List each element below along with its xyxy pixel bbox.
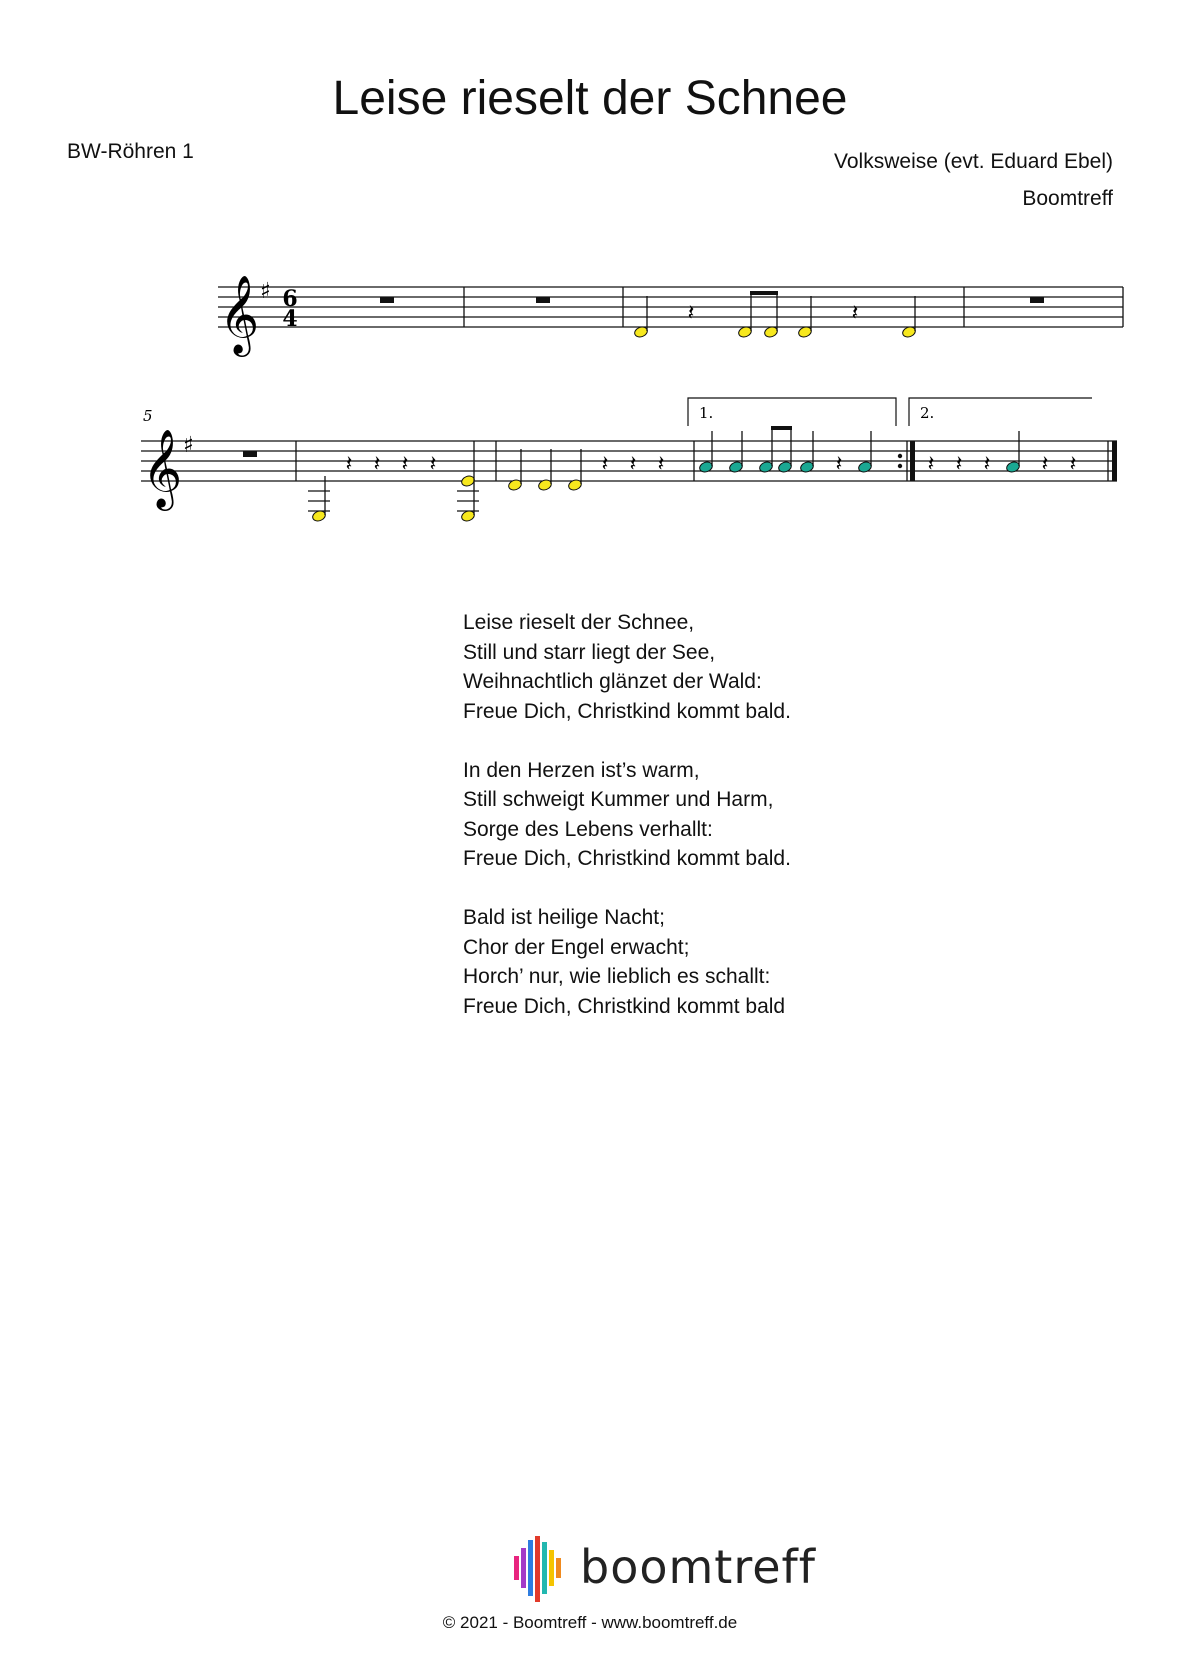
note-head: [567, 478, 582, 491]
note-head: [799, 460, 814, 473]
treble-clef-icon: 𝄞: [219, 275, 260, 354]
volta-1-label: 1.: [699, 404, 714, 422]
stanza-1: [463, 608, 791, 726]
composer-label: Volksweise (evt. Eduard Ebel): [834, 150, 1113, 173]
repeat-dot: [898, 464, 902, 468]
lyric-line: In den Herzen ist’s warm,: [463, 758, 700, 782]
lyric-line: Freue Dich, Christkind kommt bald.: [463, 847, 791, 870]
note-head: [633, 325, 648, 338]
measure-7-notes: [507, 449, 664, 492]
lyric-line: Freue Dich, Christkind kommt bald: [463, 994, 786, 1018]
stanza-3: [463, 903, 791, 1021]
quarter-rest-icon: 𝄽: [345, 452, 353, 477]
measure-3-notes: [633, 291, 916, 339]
staff-system-1: [218, 287, 1123, 327]
quarter-rest-icon: 𝄽: [373, 452, 381, 477]
quarter-rest-icon: 𝄽: [429, 452, 437, 477]
note-head: [537, 478, 552, 491]
note-head: [311, 509, 326, 522]
key-signature-sharp: ♯: [183, 433, 194, 458]
lyric-line: Freue Dich, Christkind kommt bald.: [463, 699, 791, 723]
volta-2-label: 2.: [920, 404, 935, 422]
quarter-rest-icon: 𝄽: [657, 452, 665, 477]
lyric-line: Horch’ nur, wie lieblich es schallt:: [463, 965, 771, 988]
quarter-rest-icon: 𝄽: [1069, 452, 1077, 477]
instrument-label: BW-Röhren 1: [67, 140, 194, 163]
note-head: [797, 325, 812, 338]
lyric-line: Still schweigt Kummer und Harm,: [463, 788, 774, 811]
eighth-beam: [771, 426, 792, 430]
quarter-rest-icon: 𝄽: [601, 452, 609, 477]
stanza-2: [463, 756, 791, 874]
eighth-beam: [750, 291, 778, 295]
measure-8-notes: [698, 426, 872, 477]
measure-number: 5: [143, 407, 153, 425]
volta-1-bracket: [688, 398, 896, 426]
boomtreff-logo-icon: [510, 1536, 574, 1606]
copyright: © 2021 - Boomtreff - www.boomtreff.de: [442, 1613, 738, 1632]
quarter-rest-icon: 𝄽: [629, 452, 637, 477]
whole-rest: [243, 451, 257, 457]
time-sig-bottom: 4: [282, 306, 298, 332]
note-head: [777, 460, 792, 473]
quarter-rest-icon: 𝄽: [851, 301, 859, 326]
page-title: Leise rieselt der Schnee: [332, 72, 848, 125]
whole-rest: [380, 297, 394, 303]
volta-2-bracket: [909, 398, 1092, 426]
note-head: [460, 509, 475, 522]
measure-6-notes: [308, 441, 479, 523]
time-sig-top: 6: [282, 286, 298, 312]
note-head: [460, 474, 475, 487]
note-head: [857, 460, 872, 473]
measure-9-notes: [928, 431, 1077, 477]
quarter-rest-icon: 𝄽: [687, 301, 695, 326]
key-signature-sharp: ♯: [260, 279, 271, 304]
note-head: [728, 460, 743, 473]
arranger-label: Boomtreff: [1022, 187, 1113, 210]
final-thick-bar: [1112, 441, 1117, 481]
note-head: [758, 460, 773, 473]
quarter-rest-icon: 𝄽: [983, 452, 991, 477]
note-head: [737, 325, 752, 338]
quarter-rest-icon: 𝄽: [1041, 452, 1049, 477]
lyric-line: Still und starr liegt der See,: [463, 640, 716, 664]
note-head: [1005, 460, 1020, 473]
note-head: [763, 325, 778, 338]
boomtreff-logo: [510, 1536, 816, 1606]
treble-clef-icon: 𝄞: [142, 429, 183, 508]
whole-rest: [1030, 297, 1044, 303]
lyric-line: Weihnachtlich glänzet der Wald:: [463, 670, 762, 693]
note-head: [901, 325, 916, 338]
lyrics: [463, 608, 791, 1051]
note-head: [507, 478, 522, 491]
quarter-rest-icon: 𝄽: [401, 452, 409, 477]
lyric-line: Chor der Engel erwacht;: [463, 935, 690, 959]
repeat-thick-bar: [910, 441, 915, 481]
repeat-dot: [898, 454, 902, 458]
staff-system-2: [141, 441, 1117, 481]
lyric-line: Sorge des Lebens verhallt:: [463, 817, 713, 841]
lyric-line: Bald ist heilige Nacht;: [463, 906, 665, 929]
quarter-rest-icon: 𝄽: [955, 452, 963, 477]
quarter-rest-icon: 𝄽: [927, 452, 935, 477]
whole-rest: [536, 297, 550, 303]
lyric-line: Leise rieselt der Schnee,: [463, 611, 695, 634]
logo-text: boomtreff: [580, 1540, 816, 1594]
note-head: [698, 460, 713, 473]
quarter-rest-icon: 𝄽: [835, 452, 843, 477]
credits: [834, 143, 1113, 217]
